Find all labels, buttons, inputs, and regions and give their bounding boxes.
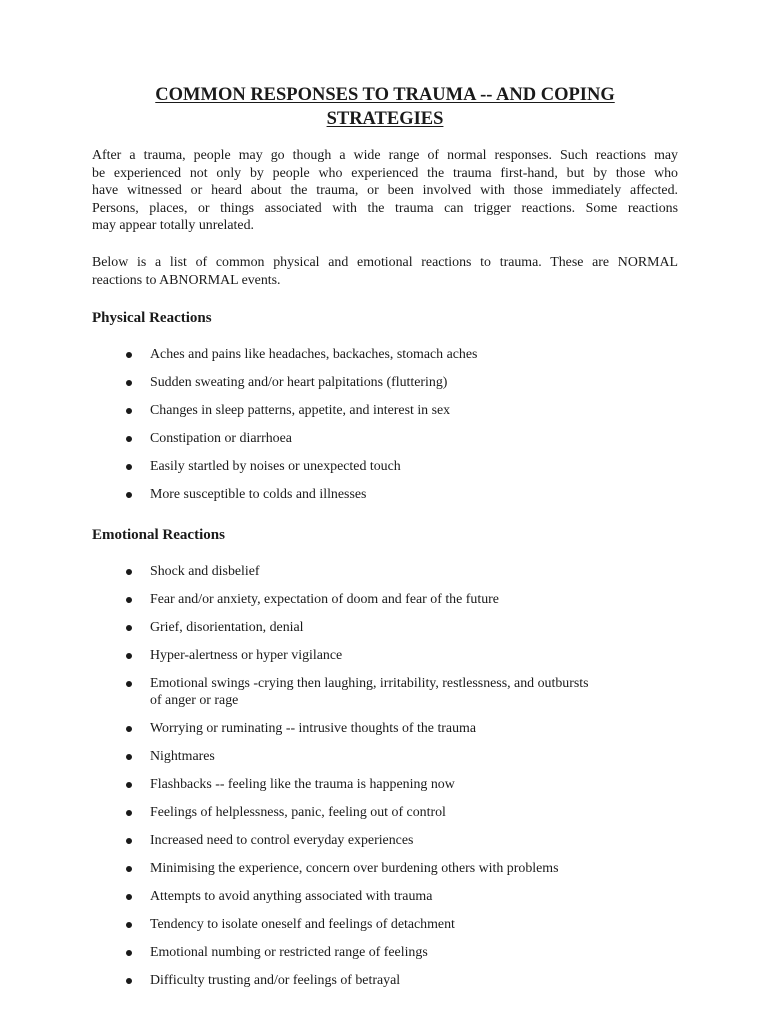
list-item: Difficulty trusting and/or feelings of betrayal [0, 972, 768, 1000]
intro-line: After a trauma, people may go though a wide range of normal responses. Such reactions may [92, 148, 678, 163]
list-item: Hyper-alertness or hyper vigilance [0, 647, 768, 675]
list-item: Fear and/or anxiety, expectation of doom and fear of the future [0, 591, 768, 619]
list-item: More susceptible to colds and illnesses [0, 486, 768, 514]
intro-line: have witnessed or heard about the trauma, or been involved with those immediately affected. [92, 183, 678, 199]
bullet-icon [126, 653, 132, 659]
bullet-icon [126, 922, 132, 928]
list-item: Sudden sweating and/or heart palpitations (fluttering) [0, 374, 768, 402]
bullet-icon [126, 569, 132, 575]
emotional-reactions-heading: Emotional Reactions [92, 527, 225, 543]
intro-line: may appear totally unrelated. [92, 218, 254, 234]
bullet-icon [126, 352, 132, 358]
bullet-icon [126, 950, 132, 956]
bullet-icon [126, 492, 132, 498]
list-item: Minimising the experience, concern over burdening others with problems [0, 860, 768, 888]
bullet-icon [126, 838, 132, 844]
bullet-icon [126, 408, 132, 414]
bullet-icon [126, 866, 132, 872]
bullet-icon [126, 436, 132, 442]
bullet-icon [126, 380, 132, 386]
intro-line: be experienced not only by people who experienced the trauma first-hand, but by those who [92, 165, 678, 181]
list-item: Feelings of helplessness, panic, feeling out of control [0, 804, 768, 832]
emotional-reactions-list [0, 563, 768, 1000]
list-item: Easily startled by noises or unexpected touch [0, 458, 768, 486]
list-item: Worrying or ruminating -- intrusive thoughts of the trauma [0, 720, 768, 748]
bullet-icon [126, 726, 132, 732]
list-item: Flashbacks -- feeling like the trauma is happening now [0, 776, 768, 804]
list-item: Attempts to avoid anything associated with trauma [0, 888, 768, 916]
list-item: Emotional swings -crying then laughing, irritability, restlessness, and outbursts of anger or rage [0, 675, 768, 720]
bullet-icon [126, 597, 132, 603]
title-line-1: COMMON RESPONSES TO TRAUMA -- AND COPING [155, 85, 615, 105]
list-item: Tendency to isolate oneself and feelings of detachment [0, 916, 768, 944]
document-title [60, 83, 710, 131]
bullet-icon [126, 754, 132, 760]
list-item: Nightmares [0, 748, 768, 776]
bullet-icon [126, 782, 132, 788]
bullet-icon [126, 810, 132, 816]
intro-paragraph [92, 147, 678, 235]
list-item: Increased need to control everyday experiences [0, 832, 768, 860]
bullet-icon [126, 625, 132, 631]
normal-reactions-paragraph [92, 254, 678, 289]
bullet-icon [126, 681, 132, 687]
bullet-icon [126, 978, 132, 984]
physical-reactions-heading: Physical Reactions [92, 310, 212, 326]
bullet-icon [126, 464, 132, 470]
below-line: reactions to ABNORMAL events. [92, 272, 281, 288]
bullet-icon [126, 894, 132, 900]
list-item: Grief, disorientation, denial [0, 619, 768, 647]
list-item: Aches and pains like headaches, backaches, stomach aches [0, 346, 768, 374]
list-item: Shock and disbelief [0, 563, 768, 591]
physical-reactions-list [0, 346, 768, 514]
below-line: Below is a list of common physical and emotional reactions to trauma. These are NORMAL [92, 255, 678, 270]
list-item: Changes in sleep patterns, appetite, and interest in sex [0, 402, 768, 430]
list-item: Emotional numbing or restricted range of feelings [0, 944, 768, 972]
list-item: Constipation or diarrhoea [0, 430, 768, 458]
intro-line: Persons, places, or things associated with the trauma can trigger reactions. Some reactions [92, 200, 678, 216]
title-line-2: STRATEGIES [326, 109, 444, 129]
